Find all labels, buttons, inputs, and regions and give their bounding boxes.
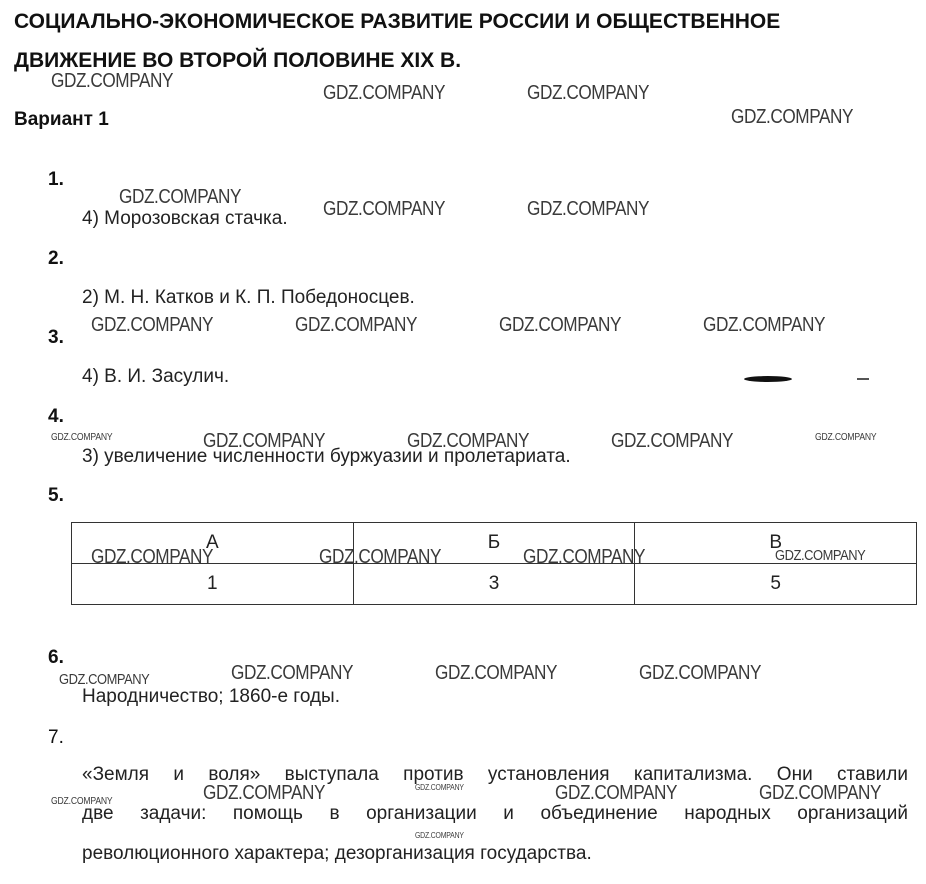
table-cell: 1 [72, 564, 354, 605]
watermark: GDZ.COMPANY [759, 782, 882, 804]
answer-6: Народничество; 1860-е годы. [82, 686, 340, 707]
answer-7-line-1: «Земля и воля» выступала против установления капитализма. Они ставили [82, 764, 908, 785]
question-number-6: 6. [48, 647, 64, 668]
table-header-cell: В [635, 523, 917, 564]
watermark: GDZ.COMPANY [731, 106, 854, 128]
watermark: GDZ.COMPANY [203, 782, 326, 804]
page-title-line-1: СОЦИАЛЬНО-ЭКОНОМИЧЕСКОЕ РАЗВИТИЕ РОССИИ И ОБЩЕСТВЕННОЕ [14, 10, 781, 33]
watermark: GDZ.COMPANY [415, 831, 464, 840]
variant-heading: Вариант 1 [14, 109, 109, 130]
question-number-2: 2. [48, 248, 64, 269]
watermark: GDZ.COMPANY [323, 82, 446, 104]
table-cell: 3 [353, 564, 635, 605]
watermark: GDZ.COMPANY [51, 796, 113, 807]
watermark: GDZ.COMPANY [119, 186, 242, 208]
table-row [72, 564, 917, 605]
table-header-cell: Б [353, 523, 635, 564]
watermark: GDZ.COMPANY [203, 430, 326, 452]
question-number-5: 5. [48, 485, 64, 506]
watermark: GDZ.COMPANY [231, 662, 354, 684]
watermark: GDZ.COMPANY [407, 430, 530, 452]
ink-blot [744, 376, 792, 382]
watermark: GDZ.COMPANY [527, 82, 650, 104]
watermark: GDZ.COMPANY [703, 314, 826, 336]
watermark: GDZ.COMPANY [51, 432, 113, 443]
ink-mark [857, 378, 869, 380]
answer-7-line-3: революционного характера; дезорганизация государства. [82, 843, 592, 864]
watermark: GDZ.COMPANY [91, 546, 214, 568]
watermark: GDZ.COMPANY [415, 783, 464, 792]
watermark: GDZ.COMPANY [555, 782, 678, 804]
watermark: GDZ.COMPANY [523, 546, 646, 568]
answer-7-line-2: две задачи: помощь в организации и объединение народных организаций [82, 803, 908, 824]
watermark: GDZ.COMPANY [295, 314, 418, 336]
answer-1: 4) Морозовская стачка. [82, 208, 288, 229]
question-number-1: 1. [48, 169, 64, 190]
watermark: GDZ.COMPANY [319, 546, 442, 568]
watermark: GDZ.COMPANY [775, 547, 866, 564]
watermark: GDZ.COMPANY [59, 671, 150, 688]
watermark: GDZ.COMPANY [323, 198, 446, 220]
answer-4: 3) увеличение численности буржуазии и пролетариата. [82, 446, 571, 467]
watermark: GDZ.COMPANY [639, 662, 762, 684]
table-cell: 5 [635, 564, 917, 605]
watermark: GDZ.COMPANY [51, 70, 174, 92]
page-title-line-2: ДВИЖЕНИЕ ВО ВТОРОЙ ПОЛОВИНЕ XIX В. [14, 49, 462, 72]
watermark: GDZ.COMPANY [435, 662, 558, 684]
watermark: GDZ.COMPANY [611, 430, 734, 452]
answer-2: 2) М. Н. Катков и К. П. Победоносцев. [82, 287, 415, 308]
question-number-7: 7. [48, 727, 64, 748]
question-number-4: 4. [48, 406, 64, 427]
watermark: GDZ.COMPANY [91, 314, 214, 336]
watermark: GDZ.COMPANY [499, 314, 622, 336]
question-number-3: 3. [48, 327, 64, 348]
answer-3: 4) В. И. Засулич. [82, 366, 230, 387]
watermark: GDZ.COMPANY [815, 432, 877, 443]
table-header-cell: А [72, 523, 354, 564]
watermark: GDZ.COMPANY [527, 198, 650, 220]
